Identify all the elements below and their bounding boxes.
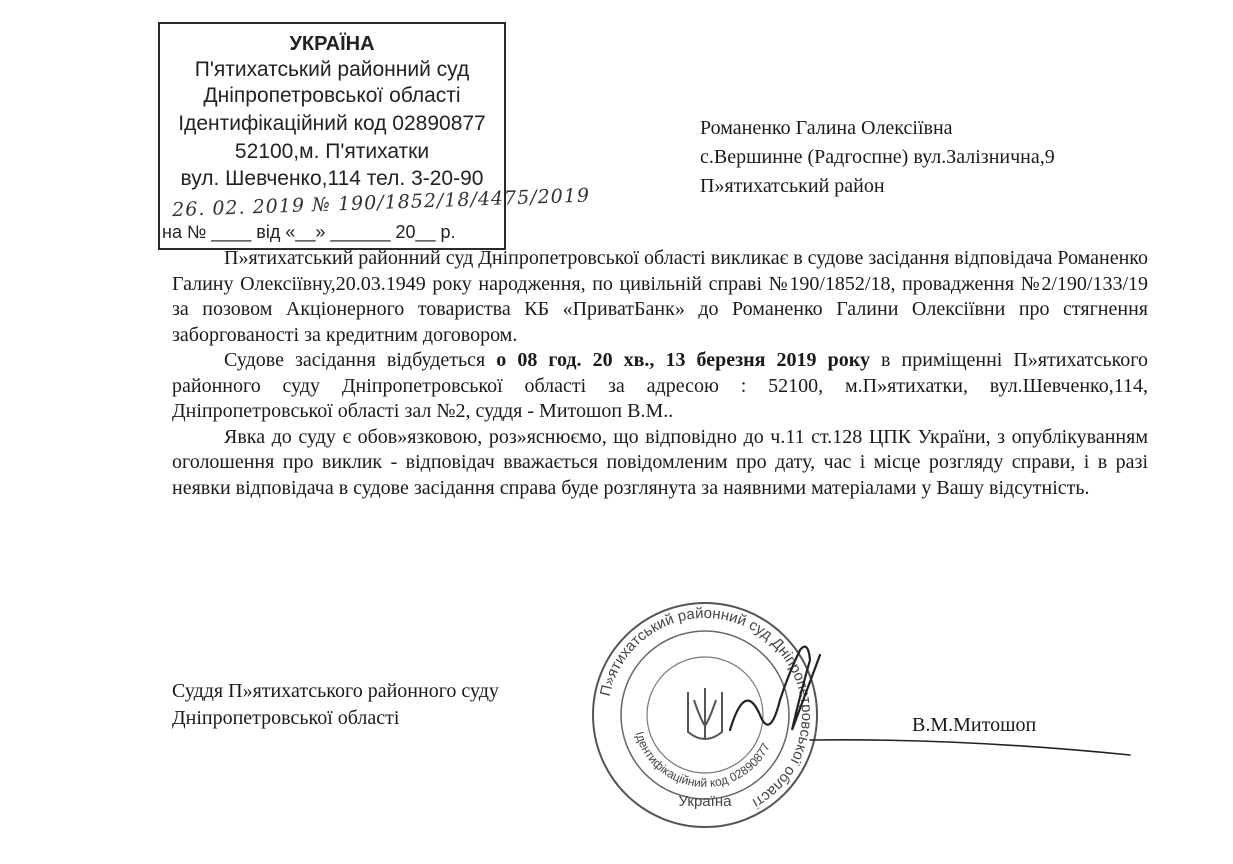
stamp-id-code: Ідентифікаційний код 02890877 (178, 112, 486, 135)
stamp-region: Дніпропетровської області (203, 84, 461, 107)
hearing-text-end: в приміщенні П»ятихатського районного суду Дніпропетровської області за адресою : 52100, м.П»ятихатки, вул.Шевченко,114, Дніпропетровської області зал №2, суддя - Митошоп В.М.. (172, 349, 1148, 422)
stamp-registration-number: 26. 02. 2019 № 190/1852/18/4475/2019 (171, 184, 591, 222)
seal-ring-text: П»ятихатський районний суд Дніпропетровської області (596, 604, 816, 812)
judge-name: В.М.Митошоп (912, 714, 1037, 736)
judge-title-line1: Суддя П»ятихатського районного суду (172, 680, 499, 702)
hearing-text-start: Судове засідання відбудеться (224, 349, 497, 371)
judge-title (172, 678, 499, 732)
summons-body (172, 246, 1148, 501)
addressee-district: П»ятихатський район (700, 175, 885, 197)
handwritten-signature (660, 620, 1140, 770)
stamp-city: 52100,м. П'ятихатки (234, 140, 430, 163)
addressee-name: Романенко Галина Олексіївна (700, 117, 953, 139)
stamp-registration-template: на № ____ від «__» ______ 20__ р. (162, 222, 456, 242)
paragraph-summons: П»ятихатський районний суд Дніпропетровської області викликає в судове засідання відповідача Романенко Галину Олексіївну,20.03.1949 року народження, по цивільній справі №190/1852/18, провадження №2/190/133/19 за позовом Акціонерного товариства КБ «ПриватБанк» до Романенко Галини Олексіївни про стягнення заборгованості за кредитним договором. (172, 247, 1148, 346)
stamp-court-name: П'ятихатський районний суд (194, 58, 470, 81)
paragraph-attendance-notice: Явка до суду є обов»язковою, роз»яснюємо, що відповідно до ч.11 ст.128 ЦПК України, з опублікуванням оголошення про виклик - відповідач вважається повідомленим про дату, час і місце розгляду справи, і в разі неявки відповідача в судове засідання справа буде розглянута за наявними матеріалами у Вашу відсутність. (172, 425, 1148, 499)
seal-inner-text: Ідентифікаційний код 02890877 (632, 729, 773, 791)
paragraph-hearing-details (172, 348, 1148, 425)
hearing-datetime: о 08 год. 20 хв., 13 березня 2019 року (496, 349, 870, 371)
stamp-country: УКРАЇНА (289, 33, 375, 55)
judge-title-line2: Дніпропетровської області (172, 707, 400, 729)
stamp-address: вул. Шевченко,114 тел. 3-20-90 (180, 167, 484, 190)
seal-bottom-text: Україна (678, 793, 732, 810)
addressee-address: с.Вершинне (Радгоспне) вул.Залізнична,9 (700, 146, 1055, 168)
court-registration-stamp (158, 22, 591, 250)
addressee-block (700, 114, 1055, 201)
